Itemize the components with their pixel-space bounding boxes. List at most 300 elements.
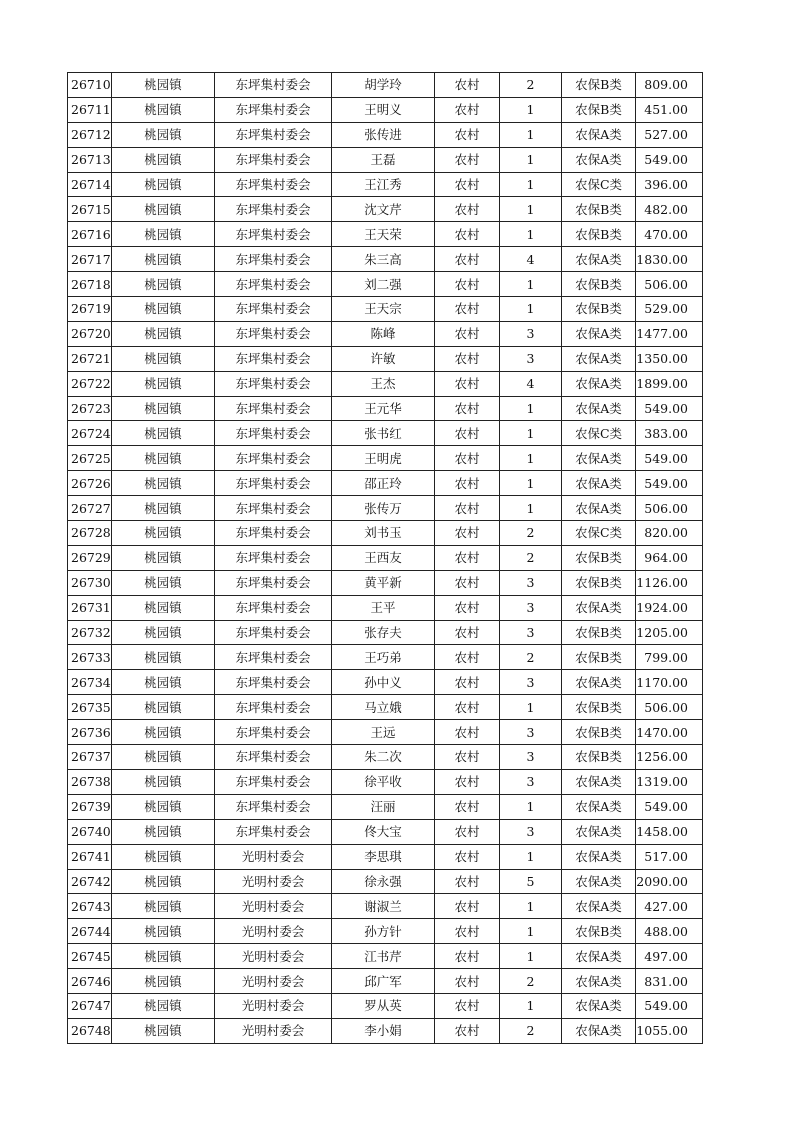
cell-category: 农保A类 bbox=[562, 819, 636, 844]
cell-persons: 3 bbox=[500, 819, 562, 844]
cell-town: 桃园镇 bbox=[112, 471, 215, 496]
cell-committee: 东坪集村委会 bbox=[215, 645, 332, 670]
cell-type: 农村 bbox=[435, 197, 500, 222]
cell-persons: 1 bbox=[500, 172, 562, 197]
cell-type: 农村 bbox=[435, 297, 500, 322]
table-row bbox=[68, 521, 703, 546]
cell-type: 农村 bbox=[435, 720, 500, 745]
cell-persons: 1 bbox=[500, 471, 562, 496]
cell-amount: 517.00 bbox=[636, 844, 703, 869]
cell-amount: 488.00 bbox=[636, 919, 703, 944]
cell-name: 王西友 bbox=[332, 545, 435, 570]
cell-name: 王巧弟 bbox=[332, 645, 435, 670]
cell-name: 罗从英 bbox=[332, 993, 435, 1018]
cell-type: 农村 bbox=[435, 570, 500, 595]
cell-id: 26728 bbox=[68, 521, 112, 546]
cell-category: 农保A类 bbox=[562, 471, 636, 496]
table-row bbox=[68, 73, 703, 98]
cell-id: 26724 bbox=[68, 421, 112, 446]
cell-category: 农保A类 bbox=[562, 670, 636, 695]
cell-persons: 4 bbox=[500, 371, 562, 396]
cell-id: 26745 bbox=[68, 944, 112, 969]
cell-town: 桃园镇 bbox=[112, 919, 215, 944]
cell-type: 农村 bbox=[435, 745, 500, 770]
cell-category: 农保A类 bbox=[562, 869, 636, 894]
table-row bbox=[68, 620, 703, 645]
cell-name: 刘书玉 bbox=[332, 521, 435, 546]
cell-town: 桃园镇 bbox=[112, 272, 215, 297]
cell-amount: 497.00 bbox=[636, 944, 703, 969]
cell-persons: 1 bbox=[500, 147, 562, 172]
cell-type: 农村 bbox=[435, 346, 500, 371]
cell-town: 桃园镇 bbox=[112, 670, 215, 695]
table-row bbox=[68, 446, 703, 471]
cell-town: 桃园镇 bbox=[112, 97, 215, 122]
cell-category: 农保C类 bbox=[562, 421, 636, 446]
cell-type: 农村 bbox=[435, 97, 500, 122]
cell-id: 26739 bbox=[68, 794, 112, 819]
cell-amount: 809.00 bbox=[636, 73, 703, 98]
cell-category: 农保B类 bbox=[562, 297, 636, 322]
cell-type: 农村 bbox=[435, 172, 500, 197]
table-row bbox=[68, 122, 703, 147]
cell-committee: 东坪集村委会 bbox=[215, 620, 332, 645]
cell-category: 农保B类 bbox=[562, 695, 636, 720]
cell-persons: 1 bbox=[500, 297, 562, 322]
cell-name: 王磊 bbox=[332, 147, 435, 172]
table-row bbox=[68, 222, 703, 247]
cell-committee: 东坪集村委会 bbox=[215, 73, 332, 98]
cell-committee: 东坪集村委会 bbox=[215, 371, 332, 396]
cell-id: 26743 bbox=[68, 894, 112, 919]
cell-town: 桃园镇 bbox=[112, 745, 215, 770]
cell-id: 26734 bbox=[68, 670, 112, 695]
cell-type: 农村 bbox=[435, 247, 500, 272]
cell-persons: 1 bbox=[500, 919, 562, 944]
cell-amount: 1458.00 bbox=[636, 819, 703, 844]
cell-persons: 3 bbox=[500, 620, 562, 645]
table-row bbox=[68, 1018, 703, 1043]
cell-committee: 东坪集村委会 bbox=[215, 446, 332, 471]
cell-town: 桃园镇 bbox=[112, 371, 215, 396]
cell-persons: 5 bbox=[500, 869, 562, 894]
cell-name: 张传进 bbox=[332, 122, 435, 147]
cell-amount: 549.00 bbox=[636, 993, 703, 1018]
table-row bbox=[68, 969, 703, 994]
cell-amount: 964.00 bbox=[636, 545, 703, 570]
cell-persons: 1 bbox=[500, 844, 562, 869]
cell-category: 农保B类 bbox=[562, 919, 636, 944]
table-row bbox=[68, 944, 703, 969]
cell-id: 26730 bbox=[68, 570, 112, 595]
cell-persons: 2 bbox=[500, 545, 562, 570]
cell-committee: 东坪集村委会 bbox=[215, 272, 332, 297]
cell-committee: 东坪集村委会 bbox=[215, 720, 332, 745]
table-row bbox=[68, 247, 703, 272]
cell-type: 农村 bbox=[435, 645, 500, 670]
cell-category: 农保A类 bbox=[562, 1018, 636, 1043]
cell-name: 李小娟 bbox=[332, 1018, 435, 1043]
cell-type: 农村 bbox=[435, 521, 500, 546]
cell-name: 江书芹 bbox=[332, 944, 435, 969]
cell-committee: 东坪集村委会 bbox=[215, 421, 332, 446]
cell-category: 农保A类 bbox=[562, 595, 636, 620]
cell-amount: 1205.00 bbox=[636, 620, 703, 645]
cell-type: 农村 bbox=[435, 122, 500, 147]
cell-persons: 3 bbox=[500, 570, 562, 595]
cell-category: 农保A类 bbox=[562, 944, 636, 969]
cell-persons: 1 bbox=[500, 944, 562, 969]
cell-id: 26747 bbox=[68, 993, 112, 1018]
cell-type: 农村 bbox=[435, 471, 500, 496]
cell-persons: 1 bbox=[500, 993, 562, 1018]
cell-amount: 482.00 bbox=[636, 197, 703, 222]
cell-type: 农村 bbox=[435, 769, 500, 794]
table-row bbox=[68, 919, 703, 944]
cell-persons: 3 bbox=[500, 769, 562, 794]
cell-name: 黄平新 bbox=[332, 570, 435, 595]
cell-town: 桃园镇 bbox=[112, 695, 215, 720]
cell-town: 桃园镇 bbox=[112, 496, 215, 521]
cell-committee: 东坪集村委会 bbox=[215, 396, 332, 421]
cell-category: 农保A类 bbox=[562, 122, 636, 147]
cell-town: 桃园镇 bbox=[112, 570, 215, 595]
cell-type: 农村 bbox=[435, 919, 500, 944]
cell-name: 谢淑兰 bbox=[332, 894, 435, 919]
cell-committee: 光明村委会 bbox=[215, 944, 332, 969]
cell-committee: 东坪集村委会 bbox=[215, 521, 332, 546]
records-table bbox=[67, 72, 703, 1044]
cell-town: 桃园镇 bbox=[112, 894, 215, 919]
cell-category: 农保B类 bbox=[562, 745, 636, 770]
cell-town: 桃园镇 bbox=[112, 645, 215, 670]
cell-id: 26727 bbox=[68, 496, 112, 521]
cell-town: 桃园镇 bbox=[112, 521, 215, 546]
cell-name: 王元华 bbox=[332, 396, 435, 421]
cell-id: 26715 bbox=[68, 197, 112, 222]
cell-persons: 2 bbox=[500, 1018, 562, 1043]
cell-town: 桃园镇 bbox=[112, 969, 215, 994]
cell-name: 李思琪 bbox=[332, 844, 435, 869]
table-row bbox=[68, 695, 703, 720]
cell-town: 桃园镇 bbox=[112, 297, 215, 322]
table-row bbox=[68, 396, 703, 421]
cell-committee: 东坪集村委会 bbox=[215, 570, 332, 595]
cell-persons: 1 bbox=[500, 396, 562, 421]
cell-id: 26710 bbox=[68, 73, 112, 98]
cell-amount: 799.00 bbox=[636, 645, 703, 670]
cell-persons: 1 bbox=[500, 421, 562, 446]
cell-category: 农保C类 bbox=[562, 172, 636, 197]
cell-town: 桃园镇 bbox=[112, 720, 215, 745]
cell-persons: 2 bbox=[500, 645, 562, 670]
cell-committee: 东坪集村委会 bbox=[215, 346, 332, 371]
cell-committee: 光明村委会 bbox=[215, 1018, 332, 1043]
cell-town: 桃园镇 bbox=[112, 769, 215, 794]
cell-category: 农保A类 bbox=[562, 147, 636, 172]
cell-amount: 549.00 bbox=[636, 471, 703, 496]
cell-amount: 506.00 bbox=[636, 695, 703, 720]
cell-town: 桃园镇 bbox=[112, 595, 215, 620]
cell-name: 邵正玲 bbox=[332, 471, 435, 496]
cell-category: 农保A类 bbox=[562, 993, 636, 1018]
cell-town: 桃园镇 bbox=[112, 321, 215, 346]
cell-committee: 东坪集村委会 bbox=[215, 794, 332, 819]
cell-category: 农保B类 bbox=[562, 570, 636, 595]
cell-committee: 东坪集村委会 bbox=[215, 496, 332, 521]
cell-id: 26711 bbox=[68, 97, 112, 122]
cell-committee: 光明村委会 bbox=[215, 844, 332, 869]
cell-town: 桃园镇 bbox=[112, 421, 215, 446]
cell-id: 26733 bbox=[68, 645, 112, 670]
cell-category: 农保B类 bbox=[562, 197, 636, 222]
cell-type: 农村 bbox=[435, 969, 500, 994]
cell-id: 26713 bbox=[68, 147, 112, 172]
cell-name: 王明义 bbox=[332, 97, 435, 122]
cell-town: 桃园镇 bbox=[112, 944, 215, 969]
cell-amount: 529.00 bbox=[636, 297, 703, 322]
cell-name: 许敏 bbox=[332, 346, 435, 371]
table-row bbox=[68, 147, 703, 172]
cell-id: 26725 bbox=[68, 446, 112, 471]
cell-id: 26717 bbox=[68, 247, 112, 272]
cell-category: 农保A类 bbox=[562, 769, 636, 794]
cell-amount: 1477.00 bbox=[636, 321, 703, 346]
table-row bbox=[68, 645, 703, 670]
cell-persons: 1 bbox=[500, 496, 562, 521]
cell-town: 桃园镇 bbox=[112, 247, 215, 272]
cell-town: 桃园镇 bbox=[112, 794, 215, 819]
cell-id: 26746 bbox=[68, 969, 112, 994]
cell-category: 农保A类 bbox=[562, 844, 636, 869]
cell-name: 王平 bbox=[332, 595, 435, 620]
cell-persons: 3 bbox=[500, 321, 562, 346]
cell-id: 26721 bbox=[68, 346, 112, 371]
cell-amount: 1830.00 bbox=[636, 247, 703, 272]
cell-type: 农村 bbox=[435, 272, 500, 297]
cell-id: 26712 bbox=[68, 122, 112, 147]
cell-id: 26719 bbox=[68, 297, 112, 322]
table-body bbox=[68, 73, 703, 1044]
cell-committee: 东坪集村委会 bbox=[215, 297, 332, 322]
cell-category: 农保B类 bbox=[562, 73, 636, 98]
cell-name: 朱三高 bbox=[332, 247, 435, 272]
cell-id: 26718 bbox=[68, 272, 112, 297]
cell-persons: 1 bbox=[500, 272, 562, 297]
cell-town: 桃园镇 bbox=[112, 222, 215, 247]
cell-amount: 1470.00 bbox=[636, 720, 703, 745]
cell-name: 王天宗 bbox=[332, 297, 435, 322]
cell-type: 农村 bbox=[435, 496, 500, 521]
cell-name: 汪丽 bbox=[332, 794, 435, 819]
cell-id: 26732 bbox=[68, 620, 112, 645]
cell-category: 农保B类 bbox=[562, 720, 636, 745]
cell-name: 王远 bbox=[332, 720, 435, 745]
cell-amount: 549.00 bbox=[636, 396, 703, 421]
cell-category: 农保B类 bbox=[562, 545, 636, 570]
cell-town: 桃园镇 bbox=[112, 172, 215, 197]
cell-town: 桃园镇 bbox=[112, 197, 215, 222]
cell-name: 王天荣 bbox=[332, 222, 435, 247]
cell-id: 26729 bbox=[68, 545, 112, 570]
cell-amount: 396.00 bbox=[636, 172, 703, 197]
cell-type: 农村 bbox=[435, 944, 500, 969]
table-row bbox=[68, 97, 703, 122]
cell-town: 桃园镇 bbox=[112, 993, 215, 1018]
cell-amount: 427.00 bbox=[636, 894, 703, 919]
cell-amount: 549.00 bbox=[636, 147, 703, 172]
cell-committee: 东坪集村委会 bbox=[215, 197, 332, 222]
cell-committee: 东坪集村委会 bbox=[215, 595, 332, 620]
cell-amount: 2090.00 bbox=[636, 869, 703, 894]
cell-committee: 光明村委会 bbox=[215, 894, 332, 919]
table-row bbox=[68, 844, 703, 869]
cell-category: 农保A类 bbox=[562, 969, 636, 994]
cell-committee: 东坪集村委会 bbox=[215, 769, 332, 794]
cell-name: 徐平收 bbox=[332, 769, 435, 794]
table-row bbox=[68, 570, 703, 595]
table-row bbox=[68, 421, 703, 446]
cell-amount: 527.00 bbox=[636, 122, 703, 147]
cell-town: 桃园镇 bbox=[112, 446, 215, 471]
cell-id: 26731 bbox=[68, 595, 112, 620]
cell-amount: 549.00 bbox=[636, 446, 703, 471]
cell-persons: 1 bbox=[500, 794, 562, 819]
cell-town: 桃园镇 bbox=[112, 869, 215, 894]
table-row bbox=[68, 894, 703, 919]
cell-category: 农保B类 bbox=[562, 620, 636, 645]
cell-name: 王明虎 bbox=[332, 446, 435, 471]
cell-name: 佟大宝 bbox=[332, 819, 435, 844]
cell-persons: 2 bbox=[500, 969, 562, 994]
cell-name: 胡学玲 bbox=[332, 73, 435, 98]
table-row bbox=[68, 545, 703, 570]
cell-committee: 东坪集村委会 bbox=[215, 670, 332, 695]
cell-persons: 3 bbox=[500, 745, 562, 770]
cell-type: 农村 bbox=[435, 869, 500, 894]
cell-type: 农村 bbox=[435, 595, 500, 620]
cell-name: 张传万 bbox=[332, 496, 435, 521]
cell-persons: 4 bbox=[500, 247, 562, 272]
cell-name: 孙方针 bbox=[332, 919, 435, 944]
table-row bbox=[68, 720, 703, 745]
cell-town: 桃园镇 bbox=[112, 346, 215, 371]
cell-id: 26722 bbox=[68, 371, 112, 396]
cell-committee: 东坪集村委会 bbox=[215, 745, 332, 770]
cell-category: 农保B类 bbox=[562, 97, 636, 122]
cell-amount: 1256.00 bbox=[636, 745, 703, 770]
cell-type: 农村 bbox=[435, 993, 500, 1018]
cell-amount: 470.00 bbox=[636, 222, 703, 247]
cell-type: 农村 bbox=[435, 396, 500, 421]
cell-id: 26716 bbox=[68, 222, 112, 247]
cell-committee: 东坪集村委会 bbox=[215, 222, 332, 247]
cell-type: 农村 bbox=[435, 371, 500, 396]
cell-persons: 1 bbox=[500, 894, 562, 919]
cell-name: 陈峰 bbox=[332, 321, 435, 346]
cell-committee: 光明村委会 bbox=[215, 993, 332, 1018]
cell-type: 农村 bbox=[435, 794, 500, 819]
cell-type: 农村 bbox=[435, 894, 500, 919]
cell-amount: 506.00 bbox=[636, 272, 703, 297]
cell-town: 桃园镇 bbox=[112, 620, 215, 645]
cell-type: 农村 bbox=[435, 222, 500, 247]
table-row bbox=[68, 993, 703, 1018]
table-row bbox=[68, 371, 703, 396]
cell-committee: 东坪集村委会 bbox=[215, 321, 332, 346]
table-row bbox=[68, 496, 703, 521]
cell-id: 26720 bbox=[68, 321, 112, 346]
cell-committee: 东坪集村委会 bbox=[215, 819, 332, 844]
cell-amount: 451.00 bbox=[636, 97, 703, 122]
cell-committee: 东坪集村委会 bbox=[215, 247, 332, 272]
cell-persons: 1 bbox=[500, 695, 562, 720]
cell-persons: 3 bbox=[500, 670, 562, 695]
cell-amount: 506.00 bbox=[636, 496, 703, 521]
cell-persons: 1 bbox=[500, 222, 562, 247]
cell-name: 王杰 bbox=[332, 371, 435, 396]
cell-category: 农保A类 bbox=[562, 894, 636, 919]
cell-id: 26714 bbox=[68, 172, 112, 197]
cell-id: 26726 bbox=[68, 471, 112, 496]
cell-persons: 1 bbox=[500, 197, 562, 222]
cell-amount: 383.00 bbox=[636, 421, 703, 446]
cell-amount: 831.00 bbox=[636, 969, 703, 994]
cell-amount: 1350.00 bbox=[636, 346, 703, 371]
cell-amount: 1899.00 bbox=[636, 371, 703, 396]
cell-name: 张存夫 bbox=[332, 620, 435, 645]
cell-persons: 2 bbox=[500, 73, 562, 98]
table-row bbox=[68, 819, 703, 844]
cell-town: 桃园镇 bbox=[112, 545, 215, 570]
cell-committee: 光明村委会 bbox=[215, 869, 332, 894]
table-row bbox=[68, 321, 703, 346]
cell-category: 农保B类 bbox=[562, 272, 636, 297]
cell-persons: 3 bbox=[500, 346, 562, 371]
cell-amount: 1170.00 bbox=[636, 670, 703, 695]
table-row bbox=[68, 172, 703, 197]
cell-id: 26723 bbox=[68, 396, 112, 421]
table-row bbox=[68, 197, 703, 222]
cell-town: 桃园镇 bbox=[112, 1018, 215, 1043]
cell-id: 26748 bbox=[68, 1018, 112, 1043]
cell-persons: 3 bbox=[500, 720, 562, 745]
cell-committee: 光明村委会 bbox=[215, 969, 332, 994]
cell-amount: 1319.00 bbox=[636, 769, 703, 794]
cell-persons: 3 bbox=[500, 595, 562, 620]
table-row bbox=[68, 769, 703, 794]
cell-town: 桃园镇 bbox=[112, 844, 215, 869]
cell-persons: 1 bbox=[500, 446, 562, 471]
cell-id: 26742 bbox=[68, 869, 112, 894]
cell-name: 孙中义 bbox=[332, 670, 435, 695]
cell-type: 农村 bbox=[435, 844, 500, 869]
table-row bbox=[68, 346, 703, 371]
cell-id: 26736 bbox=[68, 720, 112, 745]
cell-committee: 东坪集村委会 bbox=[215, 122, 332, 147]
cell-name: 徐永强 bbox=[332, 869, 435, 894]
table-row bbox=[68, 869, 703, 894]
cell-type: 农村 bbox=[435, 73, 500, 98]
cell-type: 农村 bbox=[435, 819, 500, 844]
cell-category: 农保A类 bbox=[562, 496, 636, 521]
cell-name: 马立娥 bbox=[332, 695, 435, 720]
cell-category: 农保A类 bbox=[562, 247, 636, 272]
table-row bbox=[68, 670, 703, 695]
cell-type: 农村 bbox=[435, 670, 500, 695]
cell-id: 26741 bbox=[68, 844, 112, 869]
cell-committee: 光明村委会 bbox=[215, 919, 332, 944]
